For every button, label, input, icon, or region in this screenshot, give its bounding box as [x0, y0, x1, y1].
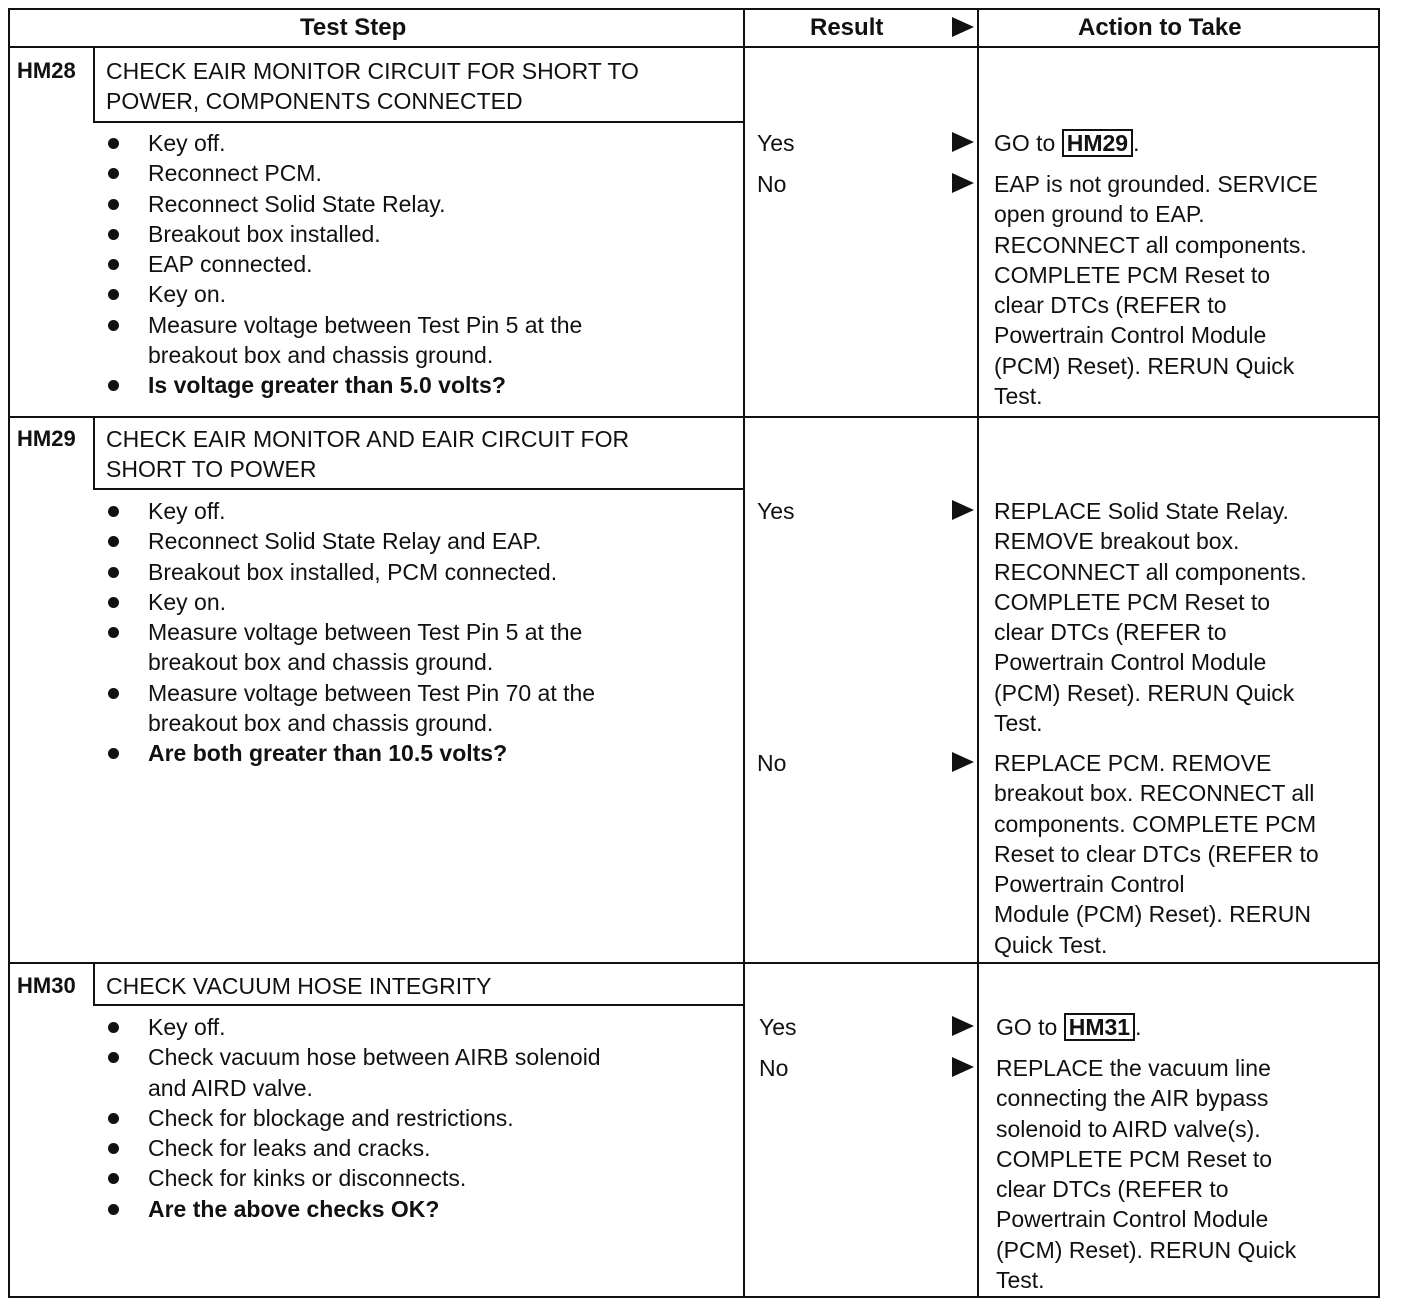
step-id: HM30: [17, 973, 76, 998]
rule-hm30-id: [93, 962, 95, 1004]
bullet-item: Breakout box installed.: [104, 219, 582, 249]
step-reference-link[interactable]: HM29: [1062, 129, 1133, 157]
bullet-continuation: and AIRD valve.: [148, 1074, 313, 1101]
step-bullet-list: [104, 128, 582, 401]
header-result: Result: [810, 14, 884, 41]
result-arrow-icon: [952, 1016, 974, 1036]
bullet-item: Reconnect Solid State Relay and EAP.: [104, 526, 595, 556]
action-line: connecting the AIR bypass: [996, 1085, 1269, 1112]
bullet-item: Measure voltage between Test Pin 70 at the: [104, 678, 595, 708]
result-arrow-icon: [952, 1057, 974, 1077]
bullet-continuation: breakout box and chassis ground.: [148, 342, 494, 369]
action-line: (PCM) Reset). RERUN Quick: [996, 1236, 1297, 1263]
bullet-item: Key off.: [104, 496, 595, 526]
action-line: REPLACE the vacuum line: [996, 1055, 1271, 1081]
rule-hm29-title: [93, 488, 743, 490]
result-yes: Yes: [759, 1014, 797, 1040]
action-text: [994, 169, 1318, 411]
step-title-line: CHECK EAIR MONITOR CIRCUIT FOR SHORT TO: [106, 58, 639, 84]
rule-hm28-id: [93, 46, 95, 122]
action-line: clear DTCs (REFER to: [996, 1176, 1229, 1203]
header-action: Action to Take: [1078, 14, 1242, 41]
action-text: [994, 128, 1140, 158]
rule-hm29-bottom: [8, 962, 1380, 964]
rule-left: [8, 8, 10, 1298]
rule-hm28-bottom: [8, 416, 1380, 418]
result-no: No: [757, 750, 787, 776]
rule-right: [1378, 8, 1380, 1298]
bullet-item: Measure voltage between Test Pin 5 at the: [104, 310, 582, 340]
action-text: [994, 748, 1319, 960]
result-arrow-icon: [952, 173, 974, 193]
action-line: clear DTCs (REFER to: [994, 292, 1227, 319]
rule-header-bottom: [8, 46, 1380, 48]
result-yes: Yes: [757, 498, 795, 524]
header-arrow-icon: [952, 17, 974, 37]
step-bullet-list: [104, 496, 595, 769]
step-bullet-list: [104, 1012, 601, 1224]
bullet-item: EAP connected.: [104, 249, 582, 279]
bullet-item: Key on.: [104, 279, 582, 309]
action-prefix: GO to: [996, 1014, 1064, 1040]
bullet-item: Check vacuum hose between AIRB solenoid: [104, 1042, 601, 1072]
bullet-item: Reconnect Solid State Relay.: [104, 189, 582, 219]
action-text: [996, 1012, 1142, 1042]
action-line: Powertrain Control Module: [994, 322, 1267, 349]
bullet-question: Is voltage greater than 5.0 volts?: [104, 370, 582, 400]
bullet-continuation: breakout box and chassis ground.: [148, 710, 494, 737]
action-suffix: .: [1135, 1014, 1142, 1040]
header-test-step: Test Step: [300, 14, 407, 41]
bullet-item: Measure voltage between Test Pin 5 at the: [104, 617, 595, 647]
action-line: COMPLETE PCM Reset to: [996, 1145, 1273, 1172]
result-arrow-icon: [952, 132, 974, 152]
bullet-item: Breakout box installed, PCM connected.: [104, 557, 595, 587]
action-prefix: GO to: [994, 130, 1062, 156]
action-line: REMOVE breakout box.: [994, 528, 1240, 555]
action-text: [994, 496, 1307, 738]
action-line: Test.: [994, 710, 1043, 737]
rule-top: [8, 8, 1380, 10]
action-line: breakout box. RECONNECT all: [994, 780, 1315, 807]
rule-hm30-title: [93, 1004, 743, 1006]
rule-hm29-id: [93, 416, 95, 488]
result-no: No: [759, 1055, 789, 1081]
action-line: clear DTCs (REFER to: [994, 619, 1227, 646]
bullet-item: Key off.: [104, 1012, 601, 1042]
bullet-continuation: breakout box and chassis ground.: [148, 649, 494, 676]
bullet-question: Are the above checks OK?: [104, 1194, 601, 1224]
action-line: (PCM) Reset). RERUN Quick: [994, 679, 1295, 706]
step-id: HM28: [17, 58, 76, 83]
step-title-line: SHORT TO POWER: [106, 456, 317, 482]
action-line: Quick Test.: [994, 931, 1108, 958]
action-line: COMPLETE PCM Reset to: [994, 261, 1271, 288]
rule-col-action: [977, 8, 979, 1298]
action-line: solenoid to AIRD valve(s).: [996, 1115, 1261, 1142]
action-line: RECONNECT all components.: [994, 558, 1307, 585]
action-text: [996, 1053, 1296, 1295]
result-arrow-icon: [952, 500, 974, 520]
action-line: RECONNECT all components.: [994, 231, 1307, 258]
bullet-item: Check for kinks or disconnects.: [104, 1163, 601, 1193]
action-line: EAP is not grounded. SERVICE: [994, 171, 1318, 197]
bullet-item: Check for blockage and restrictions.: [104, 1103, 601, 1133]
action-line: Powertrain Control Module: [994, 649, 1267, 676]
action-line: components. COMPLETE PCM: [994, 810, 1317, 837]
action-line: Powertrain Control Module: [996, 1206, 1269, 1233]
action-line: Reset to clear DTCs (REFER to: [994, 840, 1319, 867]
result-arrow-icon: [952, 752, 974, 772]
step-title-line: POWER, COMPONENTS CONNECTED: [106, 88, 523, 114]
bullet-item: Check for leaks and cracks.: [104, 1133, 601, 1163]
action-suffix: .: [1133, 130, 1140, 156]
step-reference-link[interactable]: HM31: [1064, 1013, 1135, 1041]
action-line: COMPLETE PCM Reset to: [994, 588, 1271, 615]
action-line: REPLACE Solid State Relay.: [994, 498, 1289, 524]
step-id: HM29: [17, 426, 76, 451]
bullet-question: Are both greater than 10.5 volts?: [104, 738, 595, 768]
action-line: open ground to EAP.: [994, 201, 1205, 228]
bullet-item: Key on.: [104, 587, 595, 617]
result-no: No: [757, 171, 787, 197]
action-line: REPLACE PCM. REMOVE: [994, 750, 1272, 776]
step-title-line: CHECK VACUUM HOSE INTEGRITY: [106, 973, 492, 999]
rule-bottom: [8, 1296, 1380, 1298]
rule-col-result: [743, 8, 745, 1298]
rule-hm28-title: [93, 121, 743, 123]
action-line: (PCM) Reset). RERUN Quick: [994, 352, 1295, 379]
action-line: Module (PCM) Reset). RERUN: [994, 901, 1311, 928]
action-line: Test.: [996, 1267, 1045, 1294]
action-line: Test.: [994, 383, 1043, 410]
result-yes: Yes: [757, 130, 795, 156]
bullet-item: Reconnect PCM.: [104, 158, 582, 188]
action-line: Powertrain Control: [994, 871, 1185, 898]
step-title-line: CHECK EAIR MONITOR AND EAIR CIRCUIT FOR: [106, 426, 630, 452]
bullet-item: Key off.: [104, 128, 582, 158]
